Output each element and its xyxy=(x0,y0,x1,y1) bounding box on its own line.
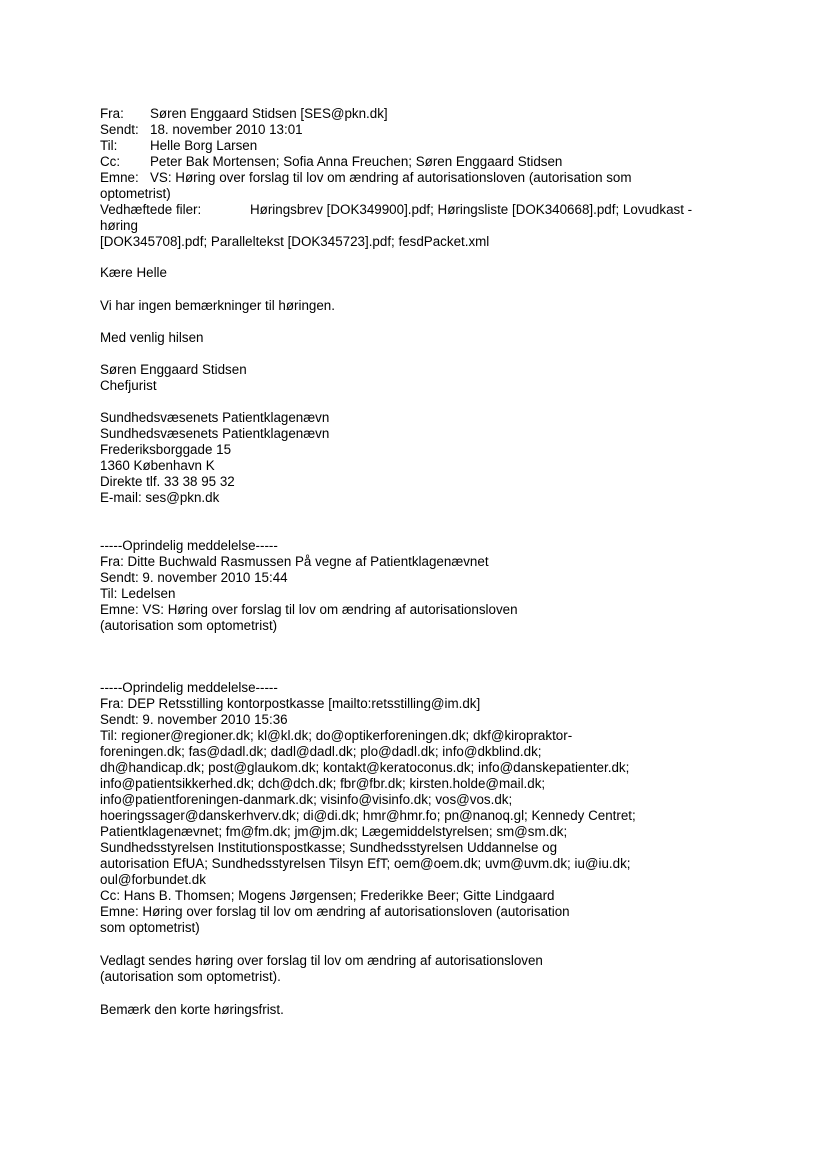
subject-label: Emne: xyxy=(100,170,139,185)
address-line: Frederiksborggade 15 xyxy=(100,442,232,457)
deadline-note: Bemærk den korte høringsfrist. xyxy=(100,1002,284,1017)
forward-line: Emne: Høring over forslag til lov om ændring af autorisationsloven (autorisation xyxy=(100,904,570,919)
forwarded-body-line: Vedlagt sendes høring over forslag til lov om ændring af autorisationsloven xyxy=(100,953,543,968)
header-to-row xyxy=(100,138,680,154)
address-block xyxy=(100,410,680,506)
subject-value: VS: Høring over forslag til lov om ændring af autorisationsloven (autorisation som xyxy=(150,170,632,185)
header-attachments-row xyxy=(100,202,693,218)
original-message-marker: -----Oprindelig meddelelse----- xyxy=(100,680,278,695)
sent-value: 18. november 2010 13:01 xyxy=(150,122,303,137)
attachments-label: Vedhæftede filer: xyxy=(100,202,202,217)
email-header xyxy=(100,106,693,250)
forward-line: Sundhedsstyrelsen Institutionspostkasse; Sundhedsstyrelsen Uddannelse og xyxy=(100,840,558,855)
forward-line: autorisation EfUA; Sundhedsstyrelsen Tilsyn EfT; oem@oem.dk; uvm@uvm.dk; iu@iu.dk; xyxy=(100,856,631,871)
forward-line: Sendt: 9. november 2010 15:36 xyxy=(100,712,288,727)
forward-line: som optometrist) xyxy=(100,920,200,935)
greeting: Kære Helle xyxy=(100,265,167,280)
header-cc-row xyxy=(100,154,680,170)
from-value: Søren Enggaard Stidsen [SES@pkn.dk] xyxy=(150,106,388,121)
forwarded-message-1 xyxy=(100,538,680,634)
to-value: Helle Borg Larsen xyxy=(150,138,258,153)
from-label: Fra: xyxy=(100,106,124,121)
forward-line xyxy=(100,936,680,952)
forward-line: Fra: Ditte Buchwald Rasmussen På vegne af Patientklagenævnet xyxy=(100,554,489,569)
forward-line: Til: Ledelsen xyxy=(100,586,176,601)
forward-line: foreningen.dk; fas@dadl.dk; dadl@dadl.dk; plo@dadl.dk; info@dkblind.dk; xyxy=(100,744,542,759)
forward-line: info@patientforeningen-danmark.dk; visinfo@visinfo.dk; vos@vos.dk; xyxy=(100,792,513,807)
forward-line: Cc: Hans B. Thomsen; Mogens Jørgensen; Frederikke Beer; Gitte Lindgaard xyxy=(100,888,555,903)
forwarded-body-line: (autorisation som optometrist). xyxy=(100,969,281,984)
address-line: Sundhedsvæsenets Patientklagenævn xyxy=(100,410,330,425)
forwarded-body xyxy=(100,953,680,985)
original-message-marker: -----Oprindelig meddelelse----- xyxy=(100,538,278,553)
signature-name: Søren Enggaard Stidsen xyxy=(100,362,247,377)
address-line: E-mail: ses@pkn.dk xyxy=(100,490,220,505)
forward-line: Til: regioner@regioner.dk; kl@kl.dk; do@optikerforeningen.dk; dkf@kiropraktor- xyxy=(100,728,573,743)
sent-label: Sendt: xyxy=(100,122,139,137)
attachments-continuation-2: [DOK345708].pdf; Paralleltekst [DOK345723].pdf; fesdPacket.xml xyxy=(100,234,490,249)
cc-value: Peter Bak Mortensen; Sofia Anna Freuchen; Søren Enggaard Stidsen xyxy=(150,154,563,169)
forwarded-message-2 xyxy=(100,680,680,952)
address-line: 1360 København K xyxy=(100,458,215,473)
attachments-value: Høringsbrev [DOK349900].pdf; Høringsliste [DOK340668].pdf; Lovudkast - xyxy=(250,202,693,217)
signature xyxy=(100,362,680,394)
header-from-row xyxy=(100,106,680,122)
header-subject-row xyxy=(100,170,680,186)
forward-line: Sendt: 9. november 2010 15:44 xyxy=(100,570,288,585)
to-label: Til: xyxy=(100,138,118,153)
forward-line: hoeringssager@danskerhverv.dk; di@di.dk; hmr@hmr.fo; pn@nanoq.gl; Kennedy Centret; xyxy=(100,808,636,823)
signature-title: Chefjurist xyxy=(100,378,157,393)
forward-line: info@patientsikkerhed.dk; dch@dch.dk; fbr@fbr.dk; kirsten.holde@mail.dk; xyxy=(100,776,546,791)
attachments-continuation-1: høring xyxy=(100,218,138,233)
closing: Med venlig hilsen xyxy=(100,330,204,345)
subject-continuation: optometrist) xyxy=(100,186,171,201)
forward-line: Patientklagenævnet; fm@fm.dk; jm@jm.dk; Lægemiddelstyrelsen; sm@sm.dk; xyxy=(100,824,568,839)
message: Vi har ingen bemærkninger til høringen. xyxy=(100,298,335,313)
forward-line: oul@forbundet.dk xyxy=(100,872,206,887)
cc-label: Cc: xyxy=(100,154,121,169)
forward-line: Emne: VS: Høring over forslag til lov om ændring af autorisationsloven xyxy=(100,602,518,617)
forward-line: dh@handicap.dk; post@glaukom.dk; kontakt@keratoconus.dk; info@danskepatienter.dk; xyxy=(100,760,630,775)
header-sent-row xyxy=(100,122,680,138)
address-line: Direkte tlf. 33 38 95 32 xyxy=(100,474,235,489)
address-line: Sundhedsvæsenets Patientklagenævn xyxy=(100,426,330,441)
forward-line: (autorisation som optometrist) xyxy=(100,618,278,633)
forward-line: Fra: DEP Retsstilling kontorpostkasse [mailto:retsstilling@im.dk] xyxy=(100,696,481,711)
